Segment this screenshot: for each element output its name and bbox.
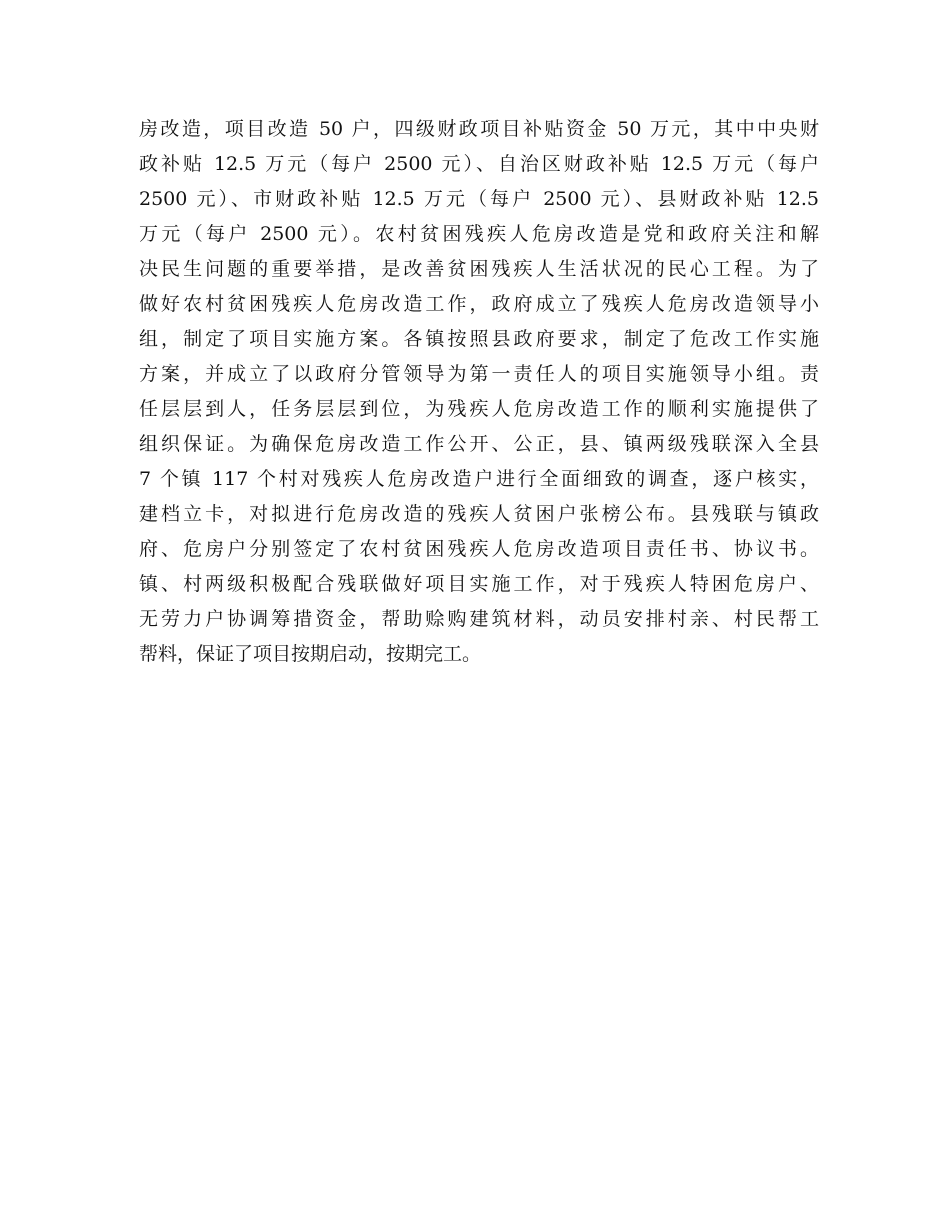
- text-line: 组，制定了项目实施方案。各镇按照县政府要求，制定了危改工作实施: [139, 328, 819, 350]
- text-line: 7 个镇 117 个村对残疾人危房改造户进行全面细致的调查，逐户核实，: [139, 468, 819, 490]
- text-line: 镇、村两级积极配合残联做好项目实施工作，对于残疾人特困危房户、: [139, 573, 819, 595]
- text-line: 政补贴 12.5 万元（每户 2500 元）、自治区财政补贴 12.5 万元（每户: [139, 153, 819, 175]
- text-line: 方案，并成立了以政府分管领导为第一责任人的项目实施领导小组。责: [139, 363, 819, 385]
- text-line: 无劳力户协调筹措资金，帮助赊购建筑材料，动员安排村亲、村民帮工: [139, 608, 819, 630]
- text-line: 万元（每户 2500 元）。农村贫困残疾人危房改造是党和政府关注和解: [139, 223, 819, 245]
- text-line: 建档立卡，对拟进行危房改造的残疾人贫困户张榜公布。县残联与镇政: [139, 503, 819, 525]
- text-line: 任层层到人，任务层层到位，为残疾人危房改造工作的顺利实施提供了: [139, 398, 819, 420]
- text-line: 府、危房户分别签定了农村贫困残疾人危房改造项目责任书、协议书。: [139, 538, 819, 560]
- text-line: 2500 元）、市财政补贴 12.5 万元（每户 2500 元）、县财政补贴 12.5: [139, 188, 819, 210]
- text-line: 决民生问题的重要举措，是改善贫困残疾人生活状况的民心工程。为了: [139, 258, 819, 280]
- text-line: 做好农村贫困残疾人危房改造工作，政府成立了残疾人危房改造领导小: [139, 293, 819, 315]
- text-line: 组织保证。为确保危房改造工作公开、公正，县、镇两级残联深入全县: [139, 433, 819, 455]
- text-line: 房改造，项目改造 50 户，四级财政项目补贴资金 50 万元，其中中央财: [139, 118, 819, 140]
- body-paragraph: [139, 112, 819, 672]
- text-line: 帮料，保证了项目按期启动，按期完工。: [139, 643, 482, 665]
